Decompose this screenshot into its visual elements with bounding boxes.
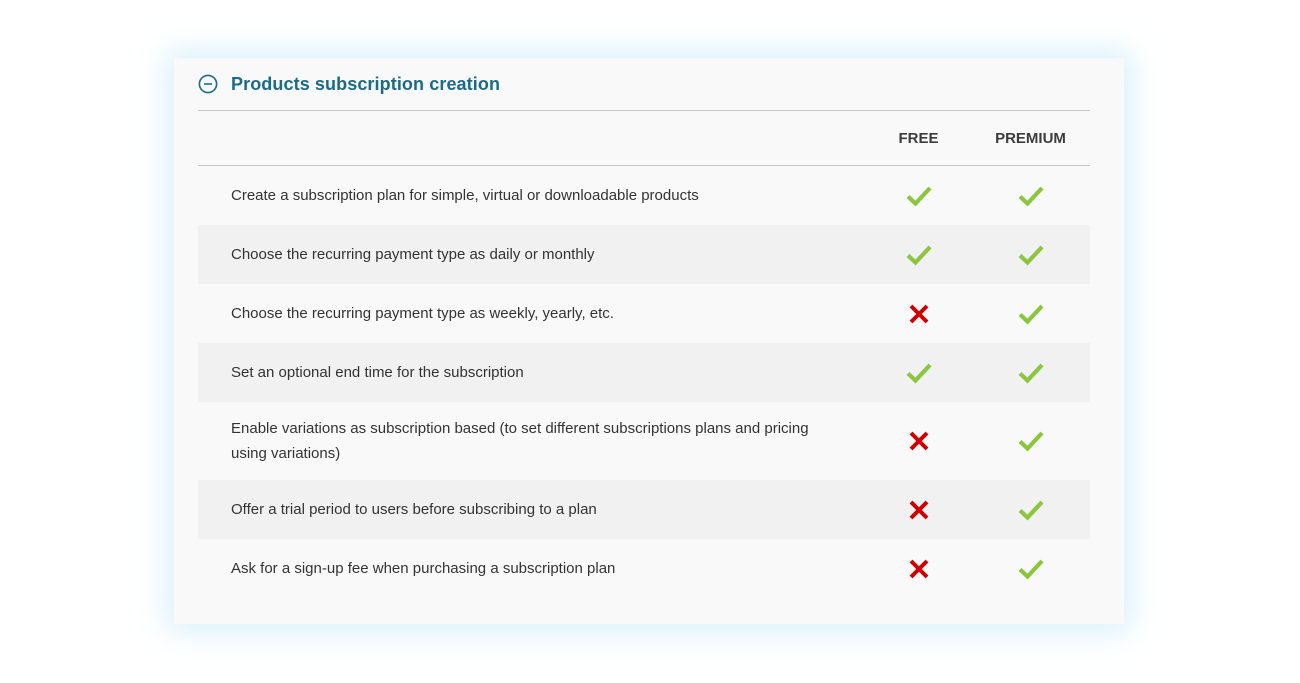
table-row [198,480,1090,539]
table-row [198,343,1090,402]
table-row [198,166,1090,225]
feature-label: Choose the recurring payment type as weekly, yearly, etc. [231,305,614,322]
premium-cell [971,499,1090,521]
feature-label: Enable variations as subscription based (to set different subscriptions plans and pricing using variations) [231,420,809,462]
cross-icon [908,303,930,325]
check-icon [1018,558,1044,580]
check-icon [1018,362,1044,384]
minus-circle-icon[interactable] [198,74,218,94]
premium-cell [971,185,1090,207]
premium-cell [971,430,1090,452]
check-icon [1018,430,1044,452]
feature-label: Set an optional end time for the subscription [231,364,524,381]
check-icon [1018,499,1044,521]
free-cell [866,558,971,580]
table-row [198,284,1090,343]
table-header [198,111,1090,166]
free-cell [866,362,971,384]
premium-cell [971,558,1090,580]
feature-label: Ask for a sign-up fee when purchasing a subscription plan [231,560,616,577]
check-icon [906,362,932,384]
table-row [198,539,1090,598]
table-row [198,402,1090,480]
premium-cell [971,362,1090,384]
section-title[interactable]: Products subscription creation [231,73,501,94]
free-cell [866,185,971,207]
free-cell [866,244,971,266]
check-icon [1018,303,1044,325]
section-header[interactable] [198,58,1090,111]
free-cell [866,499,971,521]
cross-icon [908,558,930,580]
free-column-header: FREE [898,129,939,147]
free-cell [866,430,971,452]
free-cell [866,303,971,325]
feature-comparison-card [174,58,1124,624]
premium-cell [971,244,1090,266]
cross-icon [908,430,930,452]
comparison-table [198,111,1090,598]
cross-icon [908,499,930,521]
feature-label: Choose the recurring payment type as daily or monthly [231,246,595,263]
check-icon [1018,185,1044,207]
table-row [198,225,1090,284]
check-icon [906,244,932,266]
feature-label: Offer a trial period to users before subscribing to a plan [231,501,597,518]
check-icon [1018,244,1044,266]
premium-column-header: PREMIUM [995,129,1066,147]
feature-label: Create a subscription plan for simple, virtual or downloadable products [231,187,699,204]
check-icon [906,185,932,207]
premium-cell [971,303,1090,325]
